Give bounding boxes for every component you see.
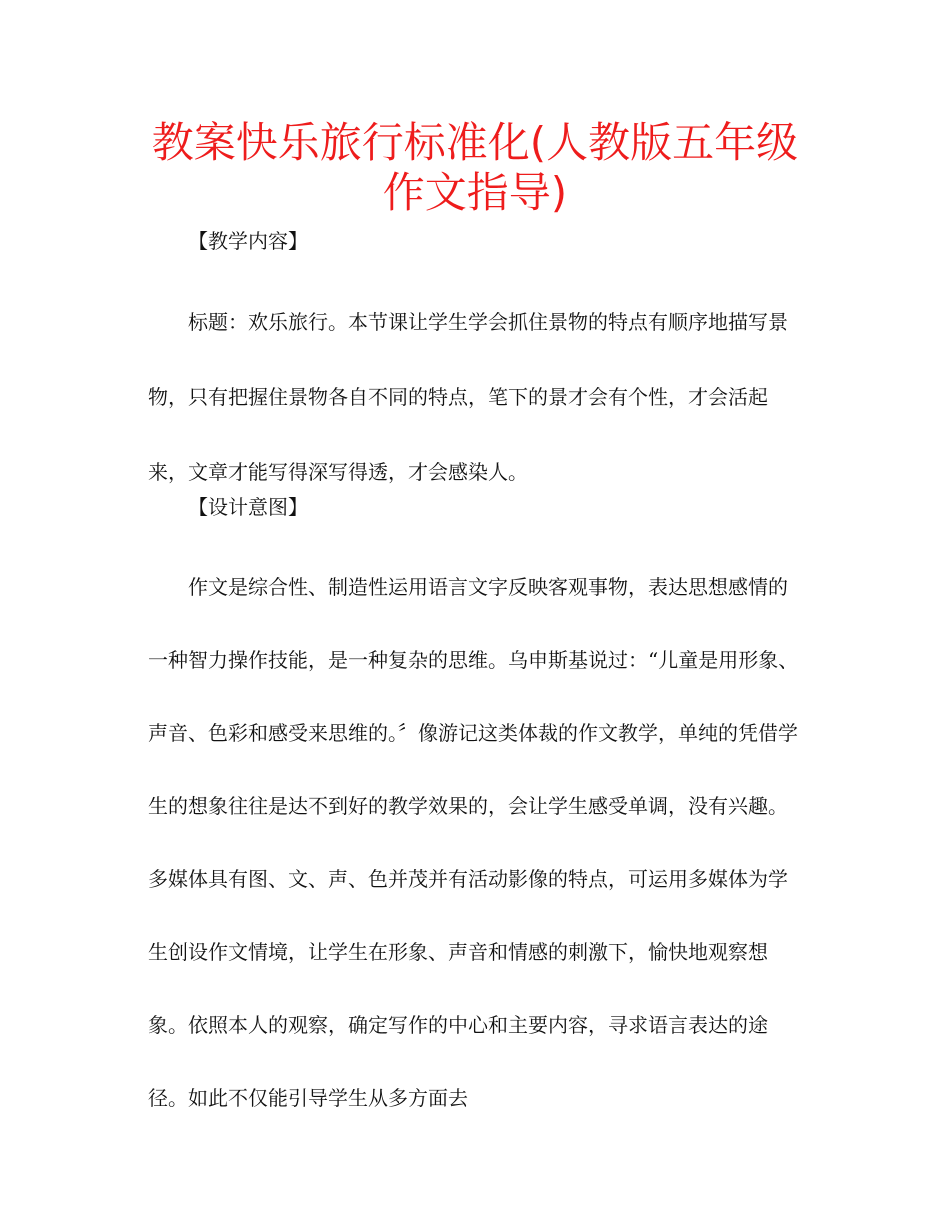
document-title: 教案快乐旅行标准化(人教版五年级作文指导) xyxy=(151,118,799,217)
section-heading-teaching-content: 【教学内容】 xyxy=(188,229,308,253)
section-paragraph-design-intent: 作文是综合性、制造性运用语言文字反映客观事物，表达思想感情的一种智力操作技能，是一种复杂的思维。乌申斯基说过：“儿童是用形象、声音、色彩和感受来思维的。〞像游记这类体裁的作文教学，单纯的凭借学生的想象往往是达不到好的教学效果的，会让学生感受单调，没有兴趣。多媒体具有图、文、声、色并茂并有活动影像的特点，可运用多媒体为学生创设作文情境，让学生在形象、声音和情感的刺激下，愉快地观察想象。依照本人的观察，确定写作的中心和主要内容，寻求语言表达的途径。如此不仅能引导学生从多方面去 xyxy=(148,575,799,1110)
section-heading-design-intent: 【设计意图】 xyxy=(188,495,308,519)
section-paragraph-teaching-content: 标题：欢乐旅行。本节课让学生学会抓住景物的特点有顺序地描写景物，只有把握住景物各自不同的特点，笔下的景才会有个性，才会活起来，文章才能写得深写得透，才会感染人。 xyxy=(148,310,788,484)
